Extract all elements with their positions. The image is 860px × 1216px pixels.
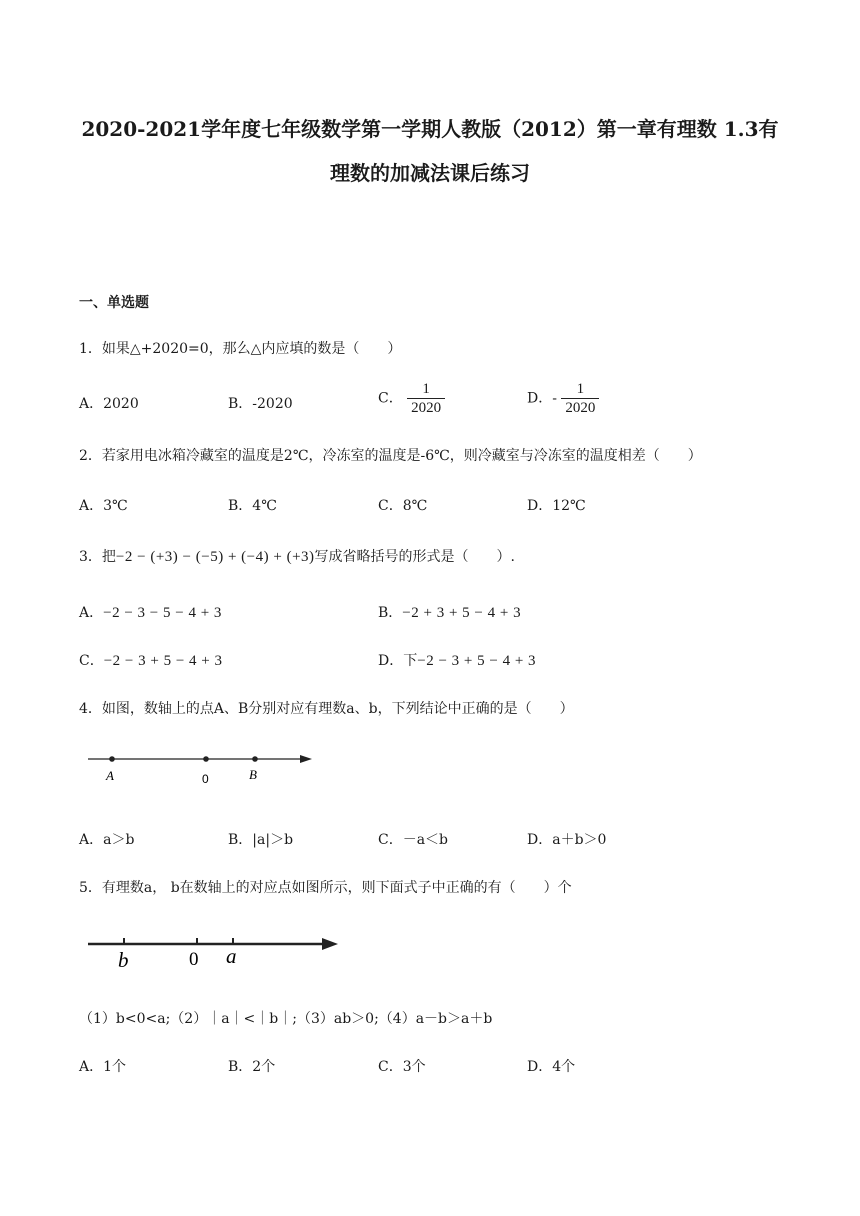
question-2-option-d: D．12℃ xyxy=(527,498,586,514)
question-4-option-a: A．a＞b xyxy=(79,832,135,848)
question-2-option-a: A．3℃ xyxy=(79,498,128,514)
question-1-option-b: B．-2020 xyxy=(228,396,293,412)
question-3-expression: −2 − (+3) − (−5) + (−4) + (+3) xyxy=(115,549,315,565)
fraction-denominator: 2020 xyxy=(411,400,442,416)
section-heading: 一、单选题 xyxy=(79,295,149,311)
question-5-stem: 5．有理数a， b在数轴上的对应点如图所示，则下面式子中正确的有（ ）个 xyxy=(79,880,572,896)
fraction-numerator: 1 xyxy=(407,380,445,399)
option-d-expression: −2 − 3 + 5 − 4 + 3 xyxy=(417,653,537,669)
point-b-label: B xyxy=(249,767,257,782)
arrow-head-icon xyxy=(300,755,312,763)
question-4-option-d: D．a＋b＞0 xyxy=(527,832,607,848)
option-b-expression: −2 + 3 + 5 − 4 + 3 xyxy=(402,605,522,621)
question-4-stem: 4．如图，数轴上的点A、B分别对应有理数a、b，下列结论中正确的是（ ） xyxy=(79,701,574,717)
question-3-option-c xyxy=(79,650,223,670)
point-a-label: A xyxy=(106,768,114,783)
document-title-line-2: 理数的加减法课后练习 xyxy=(330,161,530,185)
question-3-stem-suffix: 写成省略括号的形式是（ ）. xyxy=(314,549,515,565)
question-1-stem: 1．如果△+2020=0，那么△内应填的数是（ ） xyxy=(79,341,402,357)
question-5-option-d: D．4个 xyxy=(527,1059,576,1075)
number-line-figure-2 xyxy=(86,930,342,974)
question-3-stem xyxy=(79,546,515,566)
question-3-option-b xyxy=(378,602,521,622)
option-c-expression: −2 − 3 + 5 − 4 + 3 xyxy=(103,653,223,669)
question-5-statements: （1）b<0<a;（2）｜a｜<｜b｜;（3）ab＞0;（4）a－b＞a＋b xyxy=(79,1011,493,1027)
option-d-label: D．- xyxy=(527,390,557,407)
fraction xyxy=(561,380,599,417)
option-c-label: C． xyxy=(79,653,104,669)
question-3-option-a xyxy=(79,602,222,622)
question-4-option-c: C．－a＜b xyxy=(378,832,449,848)
option-a-expression: −2 − 3 − 5 − 4 + 3 xyxy=(103,605,222,621)
fraction-denominator: 2020 xyxy=(565,400,596,416)
question-5-option-b: B．2个 xyxy=(228,1059,276,1075)
question-5-option-a: A．1个 xyxy=(79,1059,127,1075)
number-line-figure-1 xyxy=(86,744,318,792)
question-2-option-c: C．8℃ xyxy=(378,498,428,514)
question-3-option-d xyxy=(378,650,536,670)
origin-label: 0 xyxy=(202,772,209,786)
question-4-option-b: B．|a|＞b xyxy=(228,832,294,848)
fraction xyxy=(407,380,445,417)
option-b-label: B． xyxy=(378,605,403,621)
question-5-option-c: C．3个 xyxy=(378,1059,426,1075)
question-1-option-c xyxy=(378,380,445,417)
option-a-label: A． xyxy=(79,605,104,621)
option-d-label: D．下 xyxy=(378,653,418,669)
question-3-stem-prefix: 3．把 xyxy=(79,549,116,565)
question-1-option-a: A．2020 xyxy=(79,396,139,412)
point-b-dot xyxy=(252,756,258,762)
arrow-head-icon xyxy=(322,938,338,950)
origin-label: 0 xyxy=(189,949,199,970)
origin-dot xyxy=(203,756,209,762)
option-c-label: C． xyxy=(378,390,403,407)
point-b-label: b xyxy=(118,948,129,972)
question-2-stem: 2．若家用电冰箱冷藏室的温度是2℃，冷冻室的温度是-6℃，则冷藏室与冷冻室的温度相差（ ） xyxy=(79,448,702,464)
point-a-dot xyxy=(109,756,115,762)
point-a-label: a xyxy=(226,944,237,968)
fraction-numerator: 1 xyxy=(561,380,599,399)
document-title-line-1: 2020-2021学年度七年级数学第一学期人教版（2012）第一章有理数 1.3有 xyxy=(81,117,779,141)
question-2-option-b: B．4℃ xyxy=(228,498,277,514)
question-1-option-d xyxy=(527,380,599,417)
